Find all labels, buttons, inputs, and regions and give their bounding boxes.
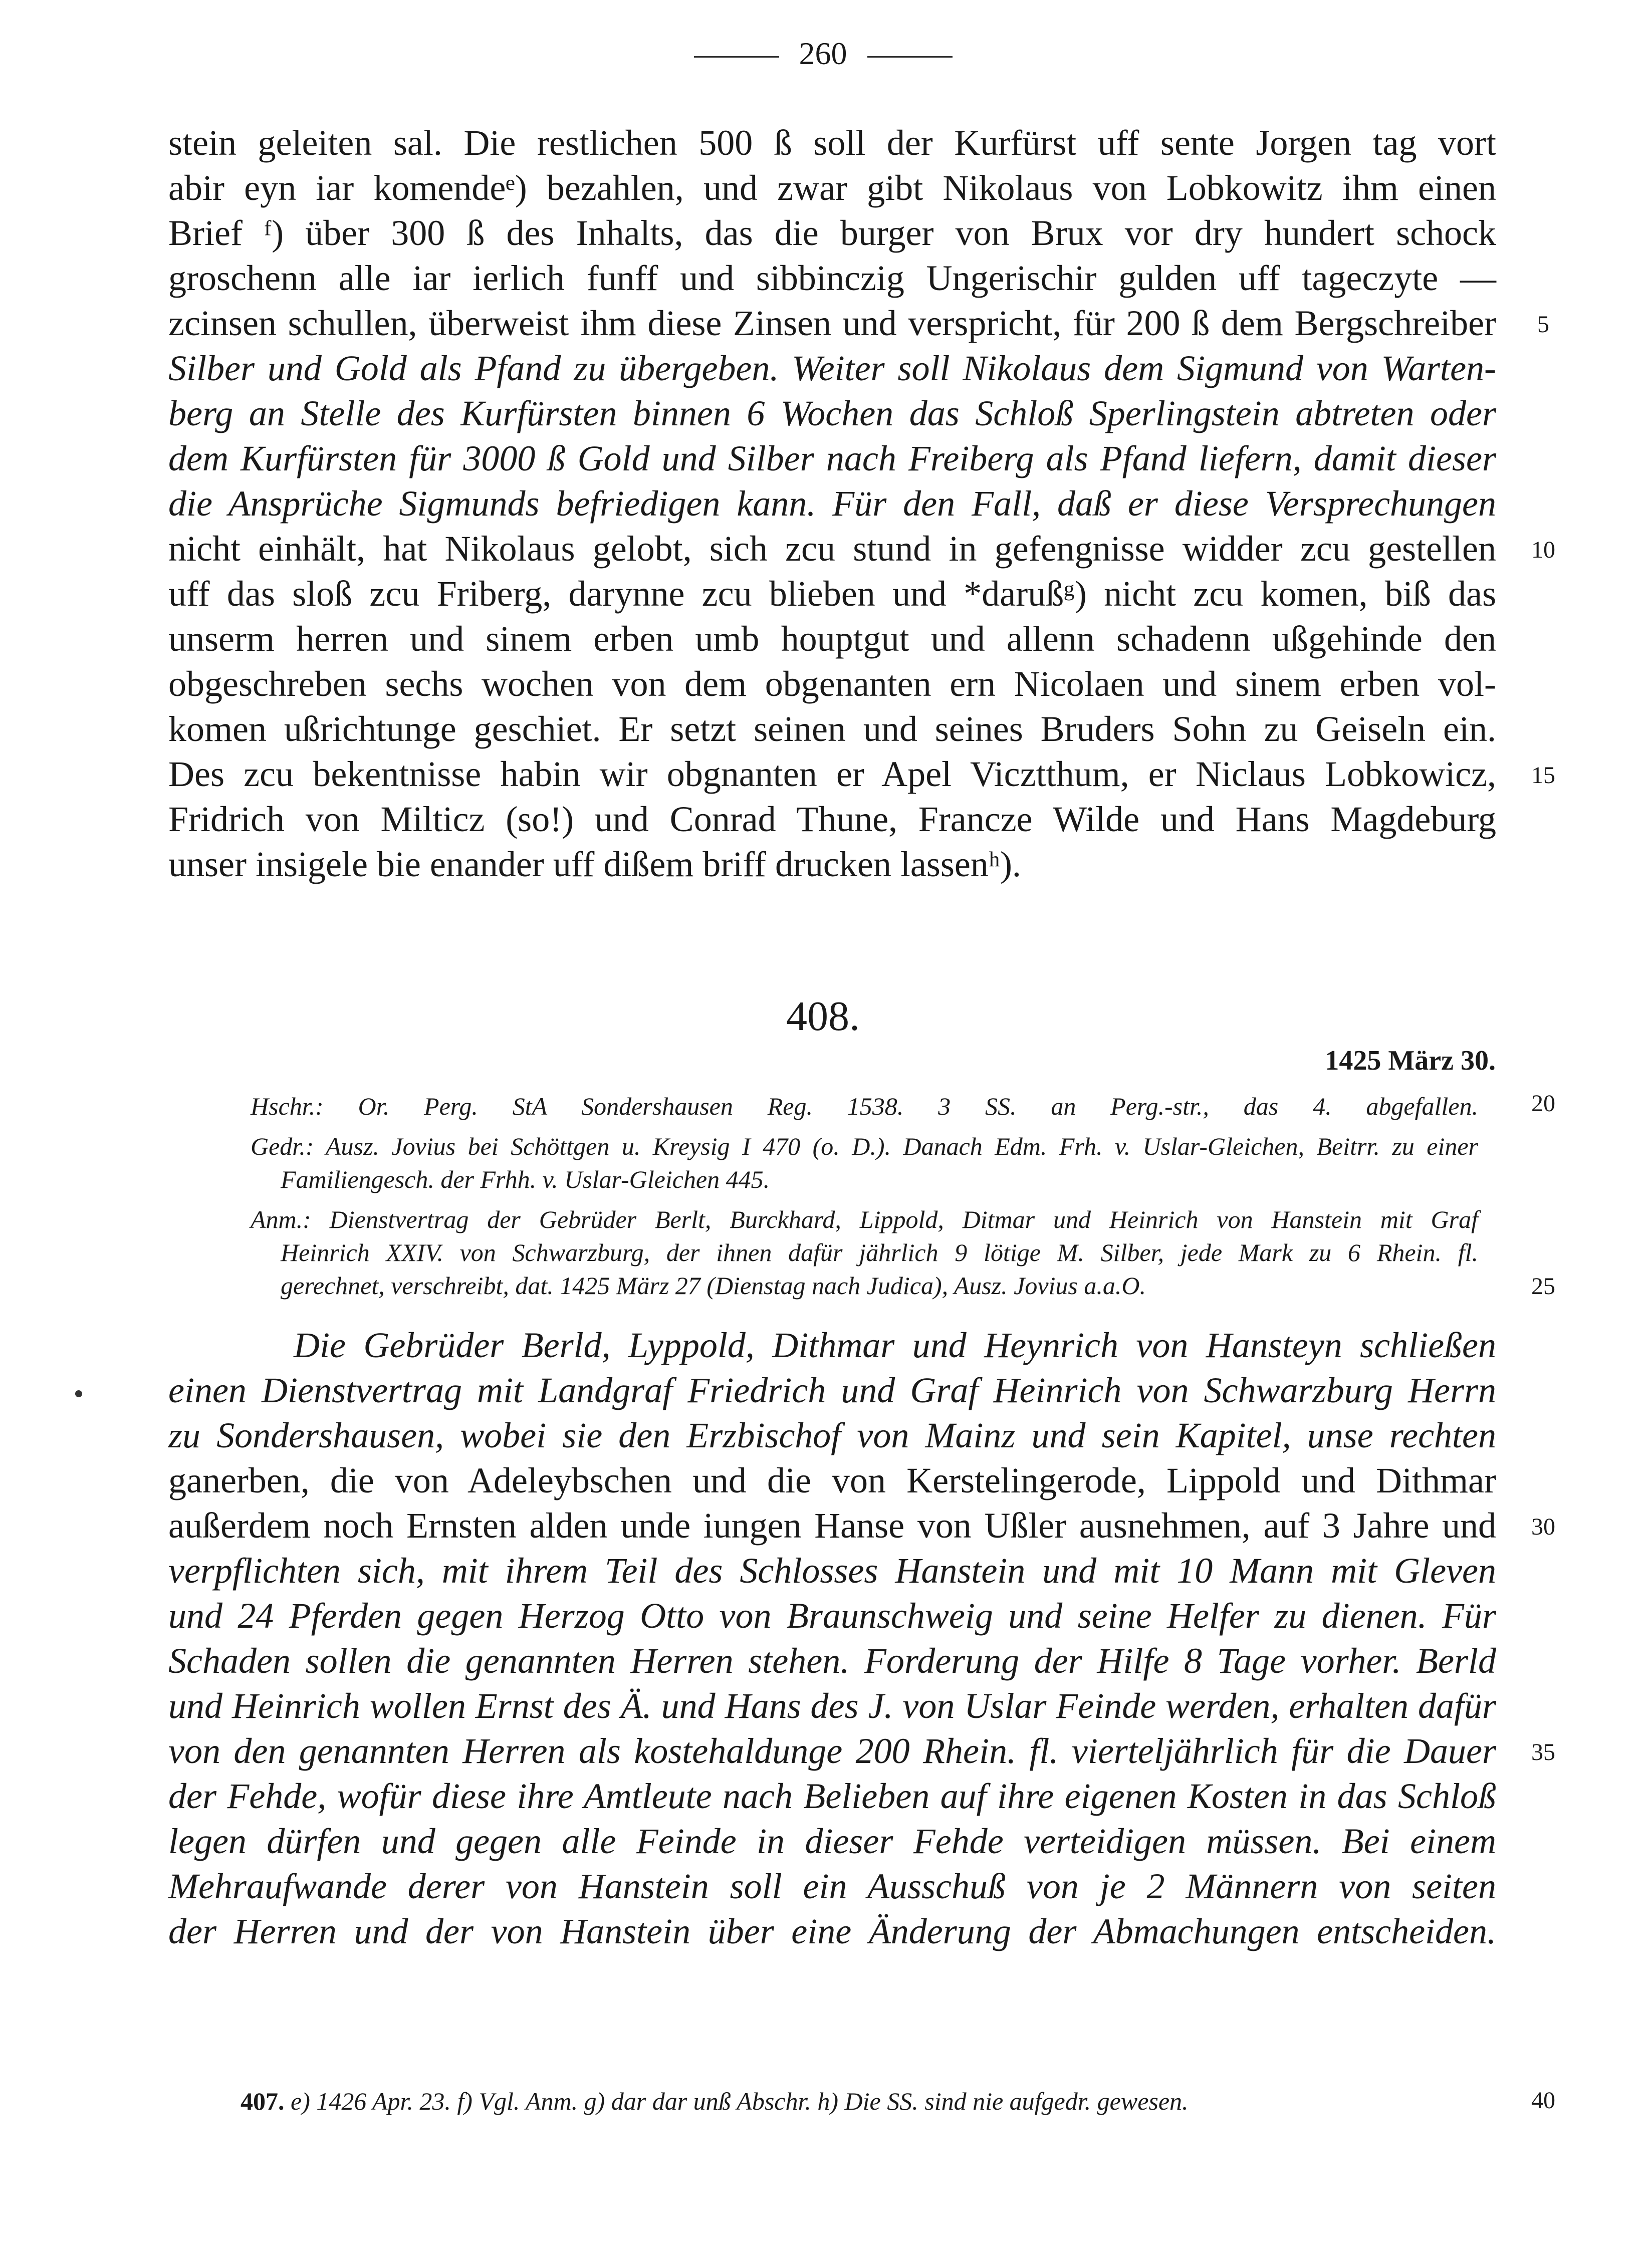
line-marker: 20: [1531, 1090, 1555, 1117]
footnote-text: e) 1426 Apr. 23. f) Vgl. Anm. g) dar dar unß Abschr. h) Die SS. sind nie aufgedr. gewesen.: [284, 2087, 1189, 2115]
page-number-rule-left: [694, 56, 779, 58]
text-line: Silber und Gold als Pfand zu übergeben. Weiter soll Nikolaus dem Sigmund von Warten-: [168, 348, 1496, 388]
line-marker: 5: [1537, 311, 1549, 338]
editorial-line: Gedr.: Ausz. Jovius bei Schöttgen u. Kreysig I 470 (o. D.). Danach Edm. Frh. v. Uslar-Gleichen, Beitrr. zu einer: [251, 1132, 1478, 1160]
editorial-line: Anm.: Dienstvertrag der Gebrüder Berlt, Burckhard, Lippold, Ditmar und Heinrich von Hanstein mit Graf: [251, 1205, 1478, 1233]
text-line: ganerben, die von Adeleybschen und die von Kerstelingerode, Lippold und Dithmar: [168, 1460, 1496, 1500]
text-line: legen dürfen und gegen alle Feinde in dieser Fehde verteidigen müssen. Bei einem: [168, 1821, 1496, 1861]
text-line: Mehraufwande derer von Hanstein soll ein Ausschuß von je 2 Männern von seiten: [168, 1866, 1496, 1906]
text-line: dem Kurfürsten für 3000 ß Gold und Silber nach Freiberg als Pfand liefern, damit dieser: [168, 438, 1496, 478]
line-marker: 40: [1531, 2087, 1555, 2114]
footnote-ref: 407.: [241, 2087, 285, 2115]
text-line: Des zcu bekentnisse habin wir obgnanten er Apel Vicztthum, er Niclaus Lobkowicz,: [168, 754, 1496, 794]
text-line: komen ußrichtunge geschiet. Er setzt seinen und seines Bruders Sohn zu Geiseln ein.: [168, 709, 1496, 749]
page-number: [0, 35, 1646, 72]
editorial-line: gerechnet, verschreibt, dat. 1425 März 27 (Dienstag nach Judica), Ausz. Jovius a.a.O.: [281, 1272, 1146, 1300]
text-line: außerdem noch Ernsten alden unde iungen Hanse von Ußler ausnehmen, auf 3 Jahre und: [168, 1505, 1496, 1546]
text-line: und Heinrich wollen Ernst des Ä. und Hans des J. von Uslar Feinde werden, erhalten dafür: [168, 1686, 1496, 1726]
text-line: Die Gebrüder Berld, Lyppold, Dithmar und Heynrich von Hansteyn schließen: [294, 1325, 1496, 1365]
text-line: stein geleiten sal. Die restlichen 500 ß soll der Kurfürst uff sente Jorgen tag vort: [168, 123, 1496, 163]
page-number-text: 260: [799, 36, 847, 71]
text-line: zcinsen schullen, überweist ihm diese Zinsen und verspricht, für 200 ß dem Bergschreiber: [168, 303, 1496, 343]
text-line: nicht einhält, hat Nikolaus gelobt, sich zcu stund in gefengnisse widder zcu gestellen: [168, 529, 1496, 569]
page-number-rule-right: [867, 56, 953, 58]
line-marker: 30: [1531, 1514, 1555, 1540]
text-line: abir eyn iar komendeᵉ) bezahlen, und zwar gibt Nikolaus von Lobkowitz ihm einen: [168, 168, 1496, 208]
text-line: uff das sloß zcu Friberg, darynne zcu blieben und *darußᵍ) nicht zcu komen, biß das: [168, 574, 1496, 614]
text-line: groschenn alle iar ierlich funff und sibbinczig Ungerischir gulden uff tageczyte —: [168, 258, 1496, 298]
text-line: unserm herren und sinem erben umb houptgut und allenn schadenn ußgehinde den: [168, 619, 1496, 659]
margin-dot: [75, 1390, 82, 1397]
text-line: zu Sondershausen, wobei sie den Erzbischof von Mainz und sein Kapitel, unse rechten: [168, 1415, 1496, 1455]
text-line: verpflichten sich, mit ihrem Teil des Schlosses Hanstein und mit 10 Mann mit Gleven: [168, 1551, 1496, 1591]
text-line: berg an Stelle des Kurfürsten binnen 6 Wochen das Schloß Sperlingstein abtreten oder: [168, 393, 1496, 433]
text-line: und 24 Pferden gegen Herzog Otto von Braunschweig und seine Helfer zu dienen. Für: [168, 1596, 1496, 1636]
text-line: Brief ᶠ) über 300 ß des Inhalts, das die burger von Brux vor dry hundert schock: [168, 213, 1496, 253]
line-marker: 10: [1531, 537, 1555, 563]
line-marker: 15: [1531, 762, 1555, 789]
footnote: [241, 2087, 1443, 2116]
text-line: unser insigele bie enander uff dißem briff drucken lassenʰ).: [168, 844, 1021, 884]
text-line: Schaden sollen die genannten Herren stehen. Forderung der Hilfe 8 Tage vorher. Berld: [168, 1641, 1496, 1681]
text-line: einen Dienstvertrag mit Landgraf Friedrich und Graf Heinrich von Schwarzburg Herrn: [168, 1370, 1496, 1410]
text-line: der Herren und der von Hanstein über eine Änderung der Abmachungen entscheiden.: [168, 1911, 1496, 1951]
text-line: die Ansprüche Sigmunds befriedigen kann. Für den Fall, daß er diese Versprechungen: [168, 483, 1496, 524]
text-line: von den genannten Herren als kostehaldunge 200 Rhein. fl. vierteljährlich für die Dauer: [168, 1731, 1496, 1771]
editorial-line: Heinrich XXIV. von Schwarzburg, der ihnen dafür jährlich 9 lötige M. Silber, jede Mark zu 6 Rhein. fl.: [281, 1238, 1478, 1267]
editorial-line: Familiengesch. der Frhh. v. Uslar-Gleichen 445.: [281, 1165, 770, 1193]
text-line: Fridrich von Milticz (so!) und Conrad Thune, Francze Wilde und Hans Magdeburg: [168, 799, 1496, 839]
line-marker: 25: [1531, 1273, 1555, 1300]
document-number: 408.: [786, 993, 860, 1040]
document-date: 1425 März 30.: [1325, 1045, 1496, 1076]
editorial-line: Hschr.: Or. Perg. StA Sondershausen Reg. 1538. 3 SS. an Perg.-str., das 4. abgefallen.: [251, 1092, 1478, 1120]
line-marker: 35: [1531, 1739, 1555, 1766]
text-line: der Fehde, wofür diese ihre Amtleute nach Belieben auf ihre eigenen Kosten in das Schloß: [168, 1776, 1496, 1816]
text-line: obgeschreben sechs wochen von dem obgenanten ern Nicolaen und sinem erben vol-: [168, 664, 1496, 704]
